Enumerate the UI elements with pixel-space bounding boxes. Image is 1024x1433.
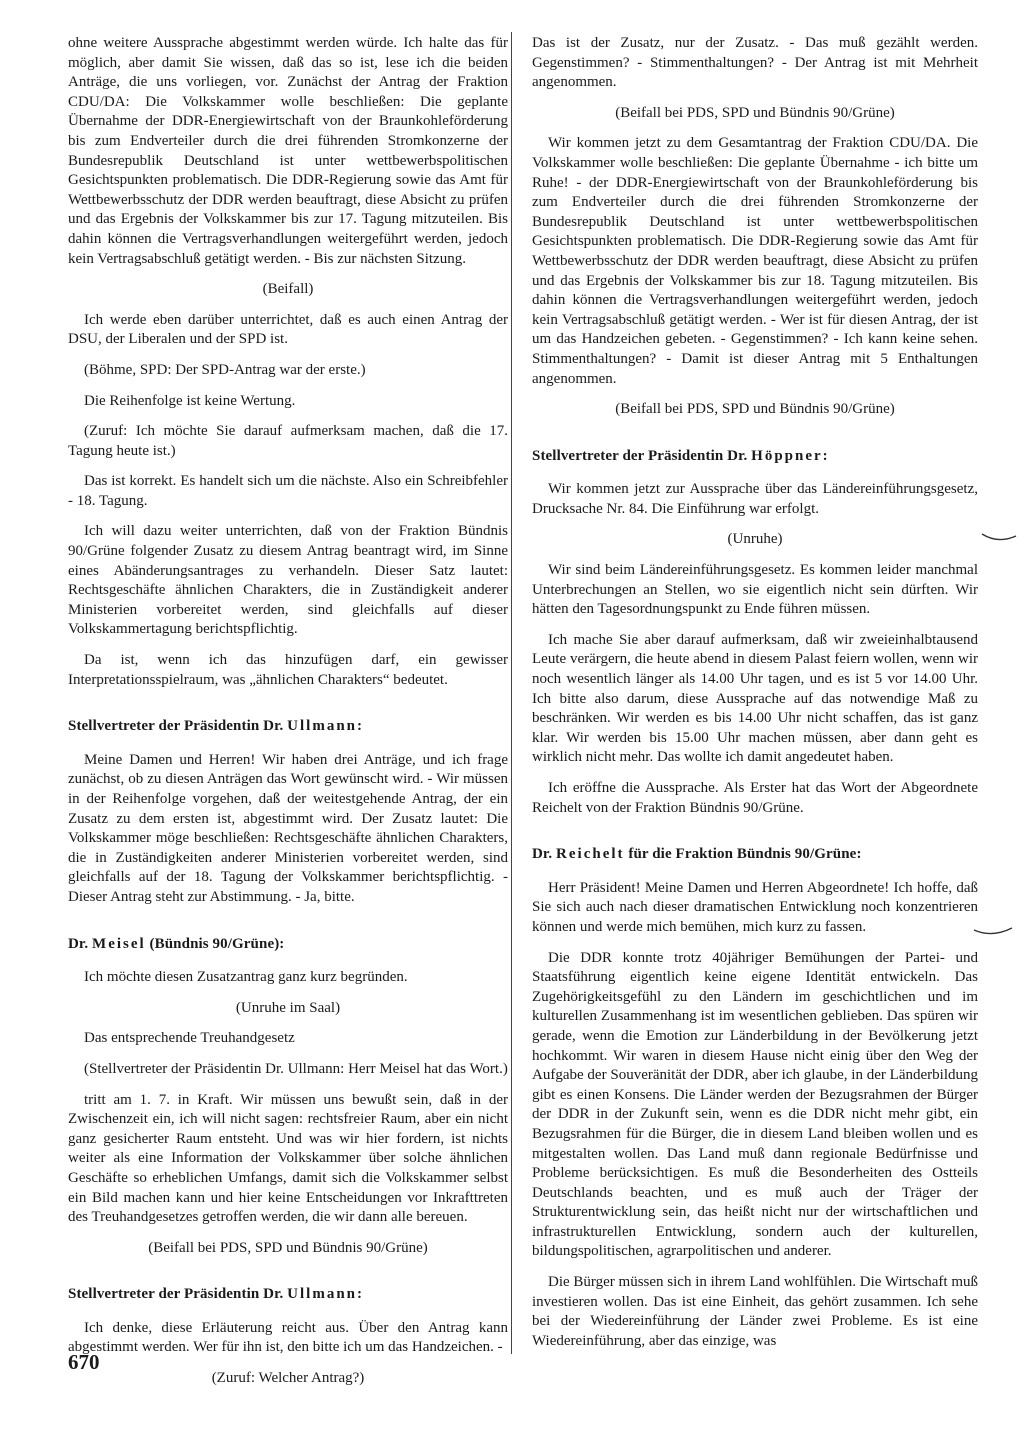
paragraph: Wir kommen jetzt zu dem Gesamtantrag der Fraktion CDU/DA. Die Volkskammer wolle beschließen: Die geplante Übernahme - ich bitte um Ruhe! - der DDR-Energiewirtschaft von der Braunkohleförderung bis zum Endverteiler durch die drei führenden Stromkonzerne der Bundesrepublik Deutschland ist unter wettbewerbspolitischen Gesichtspunkten problematisch. Die DDR-Regierung sowie das Amt für Wettbewerbsschutz der DDR werden beauftragt, diese Absicht zu prüfen und das Ergebnis der Volkskammer bis zur 18. Tagung mitzuteilen. Bis dahin können die Vertragsverhandlungen weitergeführt werden, jedoch kein Vertragsabschluß getätigt werden. - Wer ist für diesen Antrag, der ist um das Handzeichen gebeten. - Gegenstimmen? - Ich kann keine sehen. Stimmenthaltungen? - Damit ist dieser Antrag mit 5 Enthaltungen angenommen. <box>532 135 978 387</box>
paragraph: Ich denke, diese Erläuterung reicht aus. Über den Antrag kann abgestimmt werden. Wer für ihn ist, den bitte ich um das Handzeichen. - <box>68 1319 508 1356</box>
paragraph: ohne weitere Aussprache abgestimmt werden würde. Ich halte das für möglich, aber damit Sie wissen, daß das so ist, lese ich die beiden Anträge, die uns vorliegen, vor. Zunächst der Antrag der Fraktion CDU/DA: Die Volkskammer wolle beschließen: Die geplante Übernahme der DDR-Energiewirtschaft von der Braunkohleförderung bis zum Endverteiler durch die drei führenden Stromkonzerne der Bundesrepublik Deutschland ist unter wettbewerbspolitischen Gesichtspunkten problematisch. Die DDR-Regierung sowie das Amt für Wettbewerbsschutz der DDR werden beauftragt, diese Absicht zu prüfen und das Ergebnis der Volkskammer bis zur 17. Tagung mitzuteilen. Bis dahin können die Vertragsverhandlungen weitergeführt werden, jedoch kein Vertragsabschluß getätigt werden. - Bis zur nächsten Sitzung. <box>68 35 508 267</box>
speaker-suffix: : <box>357 718 363 735</box>
scan-mark <box>980 530 1020 544</box>
paragraph: Ich werde eben darüber unterrichtet, daß es auch einen Antrag der DSU, der Liberalen und der SPD ist. <box>68 311 508 348</box>
paragraph: Die DDR konnte trotz 40jähriger Bemühungen der Partei- und Staatsführung eigentlich keine eigene Identität entwickeln. Das Zugehörigkeitsgefühl zu den Ländern im geschichtlichen und im kulturellen Zusammenhang ist im wesentlichen geblieben. Das spüren wir gerade, wenn die Emotion zur Länderbildung in der Bevölkerung jetzt hochkommt. Wir waren in diesem Hause nicht einig über den Weg der Aufgabe der Souveränität der DDR, aber ich glaube, in der Länderbildung gibt es einen Konsens. Die Länder werden der Bezugsrahmen der Bürger der DDR in der Zukunft sein, wenn es die DDR nicht mehr gibt, ein Bezugsrahmen für die Bürger, die in diesem Land bleiben wollen und es mitgestalten wollen. Das Land muß dann regionale Bedürfnisse und Probleme berücksichtigen. Es muß die Besonderheiten des Ostteils Deutschlands beachten, und es muß auch der Träger der Strukturentwicklung sein, das heißt nicht nur der wirtschaftlichen und infrastrukturellen Entwicklung, sondern auch der kulturellen, bildungspolitischen, agrarpolitischen und anderer. <box>532 949 978 1260</box>
paragraph: Da ist, wenn ich das hinzufügen darf, ein gewisser Interpretationsspielraum, was „ähnlichen Charakters“ bedeutet. <box>68 652 508 688</box>
paragraph: Wir kommen jetzt zur Aussprache über das Ländereinführungsgesetz, Drucksache Nr. 84. Die Einführung war erfolgt. <box>532 481 978 517</box>
interjection: (Zuruf: Welcher Antrag?) <box>211 1370 365 1387</box>
speaker-suffix: (Bündnis 90/Grüne): <box>145 935 285 952</box>
speaker-role: Stellvertreter der Präsidentin Dr. <box>68 1286 284 1303</box>
speaker-suffix: : <box>822 447 828 464</box>
scan-mark <box>972 924 1016 938</box>
speaker-role: Dr. <box>532 846 553 863</box>
page-number: 670 <box>68 1350 100 1374</box>
paragraph: Die Bürger müssen sich in ihrem Land wohlfühlen. Die Wirtschaft muß investieren wollen. Das ist eine Einheit, das gehört zusammen. Ich sehe bei der Wiedereinführung der Länder zwei Probleme. Es ist eine Wiedereinführung, aber das einzige, was <box>532 1274 979 1349</box>
interjection: (Beifall) <box>262 281 314 298</box>
paragraph: Ich mache Sie aber darauf aufmerksam, daß wir zweieinhalbtausend Leute verärgern, die heute abend in diesem Palast feiern wollen, wenn wir noch wesentlich länger als 14.00 Uhr tagen, und es ist 5 vor 14.00 Uhr. Ich bitte also darum, diese Aussprache auf das notwendige Maß zu beschränken. Wir werden es bis 14.00 Uhr nicht schaffen, das ist ganz klar. Wir werden bis 15.00 Uhr machen müssen, aber dann geht es wirklich nicht mehr. Das wollte ich damit angedeutet haben. <box>532 631 978 766</box>
speaker-suffix: : <box>357 1286 363 1303</box>
paragraph: tritt am 1. 7. in Kraft. Wir müssen uns bewußt sein, daß in der Zwischenzeit ein, ich will nicht sagen: rechtsfreier Raum, aber ein nicht ganz gesicherter Raum entsteht. Und was wir hier fordern, ist nichts weiter als eine Information der Volkskammer über solche ähnlichen Geschäfte so erheblichen Umfangs, damit sich die Volkskammer selbst ein Bild machen kann und hier keine Entscheidungen vor Inkrafttreten des Treuhandgesetzes getroffen werden, die wir dann alle bereuen. <box>68 1091 508 1226</box>
paragraph: Das entsprechende Treuhandgesetz <box>84 1030 295 1047</box>
paragraph: (Zuruf: Ich möchte Sie darauf aufmerksam machen, daß die 17. Tagung heute ist.) <box>68 423 508 459</box>
speaker-heading <box>68 935 508 955</box>
speaker-role: Stellvertreter der Präsidentin Dr. <box>532 447 748 464</box>
speaker-heading <box>68 717 508 737</box>
speaker-name: Ullmann <box>287 1286 358 1303</box>
paragraph: (Böhme, SPD: Der SPD-Antrag war der erste.) <box>84 361 366 378</box>
speaker-heading <box>68 1285 508 1305</box>
speaker-name: Reichelt <box>556 846 625 863</box>
speaker-heading <box>532 845 978 865</box>
speaker-heading <box>532 447 978 467</box>
paragraph: Herr Präsident! Meine Damen und Herren Abgeordnete! Ich hoffe, daß Sie sich auch nach dieser dramatischen Entwicklung noch konzentrieren können und werde mich bemühen, mich kurz zu fassen. <box>532 879 978 935</box>
speaker-name: Höppner <box>751 447 823 464</box>
paragraph: Meine Damen und Herren! Wir haben drei Anträge, und ich frage zunächst, ob zu diesen Anträgen das Wort gewünscht wird. - Wir müssen in der Reihenfolge vorgehen, daß der weitestgehende Antrag, der ein Zusatz zu dem ersten ist, abgestimmt wird. Der Zusatz lautet: Die Volkskammer möge beschließen: Rechtsgeschäfte ähnlichen Charakters, die in Zuständigkeiten anderer Ministerien vorbereitet werden, sind gleichfalls auf der 18. Tagung der Volkskammer berichtspflichtig. - Dieser Antrag steht zur Abstimmung. - Ja, bitte. <box>68 751 508 905</box>
paragraph: Ich möchte diesen Zusatzantrag ganz kurz begründen. <box>84 969 408 986</box>
paragraph: Das ist der Zusatz, nur der Zusatz. - Das muß gezählt werden. Gegenstimmen? - Stimmenthaltungen? - Der Antrag ist mit Mehrheit angenommen. <box>532 35 978 91</box>
left-column <box>68 34 508 1400</box>
right-column <box>532 34 978 1362</box>
speaker-name: Meisel <box>92 935 146 952</box>
paragraph: Die Reihenfolge ist keine Wertung. <box>84 392 296 409</box>
paragraph: Wir sind beim Ländereinführungsgesetz. Es kommen leider manchmal Unterbrechungen an Stellen, wo sie eigentlich nicht sein dürften. Wir hätten den Tagesordnungspunkt zu Ende führen müssen. <box>532 562 978 618</box>
interjection: (Unruhe) <box>727 531 783 548</box>
interjection: (Beifall bei PDS, SPD und Bündnis 90/Grüne) <box>615 104 895 121</box>
paragraph: Ich will dazu weiter unterrichten, daß von der Fraktion Bündnis 90/Grüne folgender Zusatz zu diesem Antrag beantragt wird, im Sinne eines Abänderungsantrages zu verhandeln. Dieser Satz lautet: Rechtsgeschäfte ähnlichen Charakters, die in Zuständigkeit anderer Ministerien vorbereitet werden, sind gleichfalls auf dieser Volkskammertagung berichtspflichtig. <box>68 523 508 638</box>
speaker-role: Dr. <box>68 935 89 952</box>
interjection: (Beifall bei PDS, SPD und Bündnis 90/Grüne) <box>615 401 895 418</box>
speaker-name: Ullmann <box>287 718 358 735</box>
interjection: (Beifall bei PDS, SPD und Bündnis 90/Grüne) <box>148 1239 428 1256</box>
paragraph: (Stellvertreter der Präsidentin Dr. Ullmann: Herr Meisel hat das Wort.) <box>84 1060 508 1077</box>
speaker-suffix: für die Fraktion Bündnis 90/Grüne: <box>624 846 862 863</box>
speaker-role: Stellvertreter der Präsidentin Dr. <box>68 718 284 735</box>
paragraph: Das ist korrekt. Es handelt sich um die nächste. Also ein Schreibfehler - 18. Tagung. <box>68 473 508 509</box>
column-divider <box>511 32 512 1354</box>
paragraph: Ich eröffne die Aussprache. Als Erster hat das Wort der Abgeordnete Reichelt von der Fraktion Bündnis 90/Grüne. <box>532 780 978 816</box>
interjection: (Unruhe im Saal) <box>235 999 341 1016</box>
